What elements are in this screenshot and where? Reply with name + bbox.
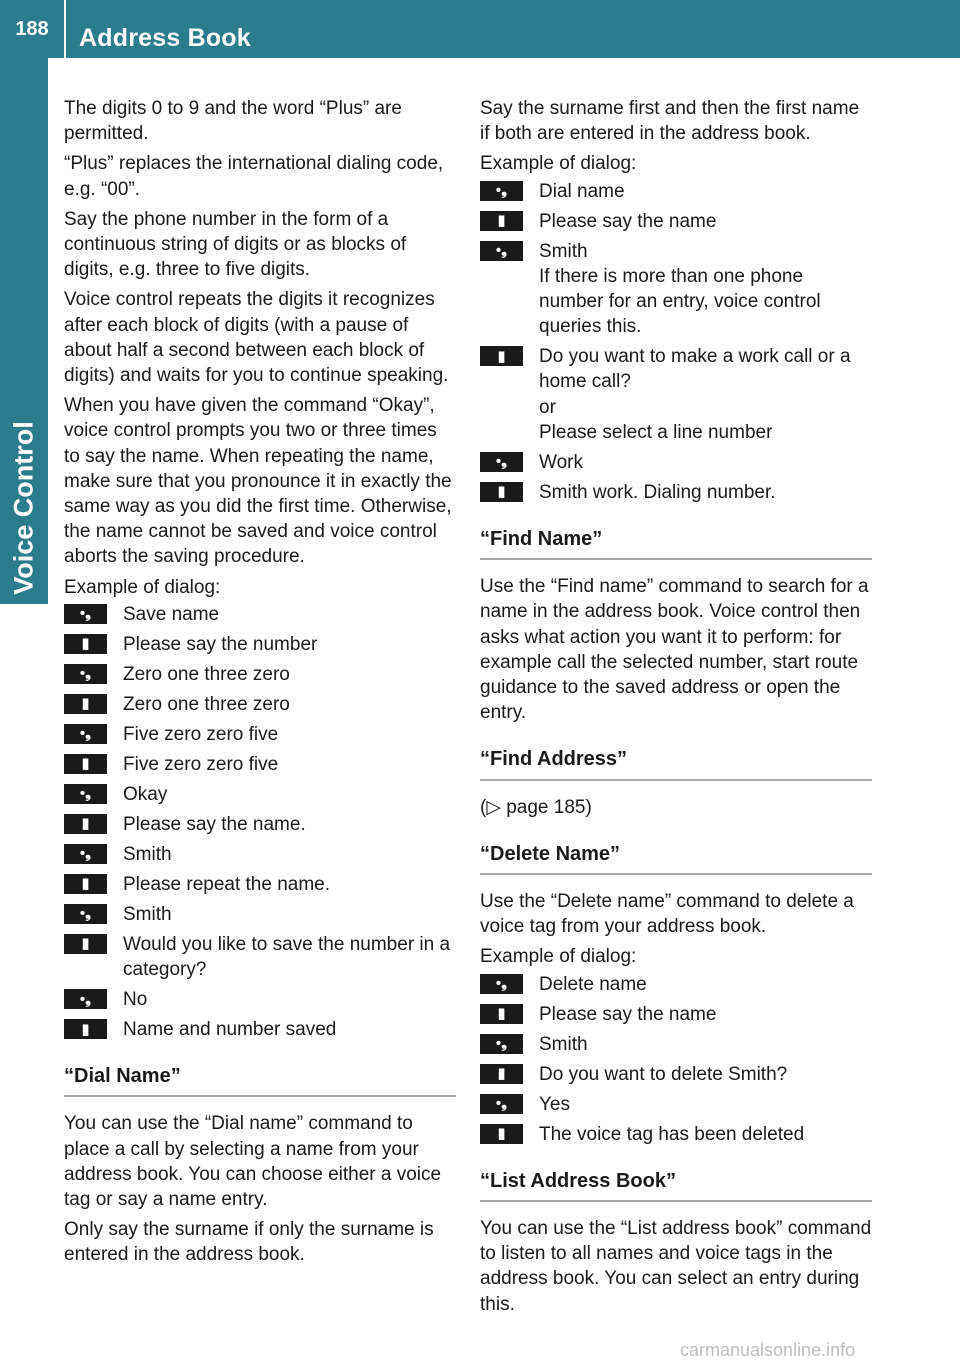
speaking-person-icon: •❟ — [480, 974, 523, 994]
section-title-find-name: “Find Name” — [480, 527, 872, 560]
dialog-line: Smith — [539, 1033, 588, 1055]
dialog-line: Smith work. Dialing number. — [539, 481, 776, 503]
speaking-person-icon: •❟ — [480, 1034, 523, 1054]
paragraph: Say the surname first and then the first name if both are entered in the address book. — [480, 98, 860, 145]
dialog-row — [64, 632, 456, 657]
dialog-line: Smith — [539, 240, 588, 262]
dialog-line: Please say the name — [539, 1003, 717, 1025]
dialog-list — [480, 972, 872, 1147]
dialog-row — [480, 450, 872, 475]
dialog-row — [480, 209, 872, 234]
page-header — [0, 0, 960, 58]
dialog-line: Would you like to save the number in a category? — [123, 933, 451, 981]
dialog-row — [64, 987, 456, 1012]
speaker-icon: ▮ — [64, 694, 107, 714]
dialog-text — [123, 812, 456, 837]
dialog-line: Save name — [123, 603, 220, 625]
speaker-icon: ▮ — [64, 874, 107, 894]
dialog-line: No — [123, 989, 148, 1011]
dialog-line: Work — [539, 451, 583, 473]
dialog-line: Delete name — [539, 973, 647, 995]
header-divider — [64, 0, 66, 58]
dialog-row — [64, 1017, 456, 1042]
speaking-person-icon: •❟ — [480, 452, 523, 472]
dialog-line: Please say the number — [123, 633, 318, 655]
dialog-row — [480, 239, 872, 340]
dialog-row — [480, 1062, 872, 1087]
dialog-line: Please say the name. — [123, 813, 306, 835]
dialog-line: Zero one three zero — [123, 693, 290, 715]
dialog-text — [539, 1122, 872, 1147]
speaking-person-icon: •❟ — [64, 904, 107, 924]
dialog-row — [480, 179, 872, 204]
dialog-row — [480, 1092, 872, 1117]
dialog-row — [64, 902, 456, 927]
dialog-text — [539, 209, 872, 234]
dialog-row — [480, 972, 872, 997]
dialog-line: If there is more than one phone number for an entry, voice control queries this. — [539, 265, 821, 338]
dialog-text — [123, 632, 456, 657]
dialog-line: Do you want to delete Smith? — [539, 1063, 788, 1085]
paragraph: Use the “Delete name” command to delete a voice tag from your address book. — [480, 891, 854, 938]
dialog-line: The voice tag has been deleted — [539, 1123, 805, 1145]
paragraph: Say the phone number in the form of a continuous string of digits or as blocks of digits, e.g. three to five digits. — [64, 208, 407, 281]
speaker-icon: ▮ — [64, 1019, 107, 1039]
paragraph: Use the “Find name” command to search for a name in the address book. Voice control then asks what action you want it to perform: for example call the selected number, start route guidance to the saved address or open the entry. — [480, 576, 869, 724]
speaker-icon: ▮ — [64, 814, 107, 834]
dialog-line: Please select a line number — [539, 421, 773, 443]
speaking-person-icon: •❟ — [64, 724, 107, 744]
dialog-line: Five zero zero five — [123, 723, 279, 745]
speaking-person-icon: •❟ — [64, 989, 107, 1009]
dialog-text — [123, 662, 456, 687]
speaker-icon: ▮ — [480, 1004, 523, 1024]
paragraph: When you have given the command “Okay”, voice control prompts you two or three times to say the name. When repeating the name, make sure that you pronounce it in exactly the same way as you did the first time. Otherwise, the name cannot be saved and voice control aborts the saving procedure. — [64, 395, 452, 568]
dialog-line: Smith — [123, 843, 172, 865]
dialog-row — [480, 344, 872, 445]
dialog-text — [123, 782, 456, 807]
dialog-row — [64, 752, 456, 777]
side-tab-label: Voice Control — [8, 421, 39, 595]
dialog-text — [539, 239, 872, 340]
section-title-dial-name: “Dial Name” — [64, 1064, 456, 1097]
dialog-text — [123, 987, 456, 1012]
speaking-person-icon: •❟ — [64, 784, 107, 804]
dialog-line: Please say the name — [539, 210, 717, 232]
speaker-icon: ▮ — [480, 1064, 523, 1084]
section-title-delete-name: “Delete Name” — [480, 842, 872, 875]
dialog-line: Do you want to make a work call or a home call? — [539, 346, 851, 393]
dialog-text — [123, 932, 456, 982]
speaker-icon: ▮ — [480, 482, 523, 502]
dialog-row — [64, 662, 456, 687]
dialog-intro: Example of dialog: — [480, 946, 637, 968]
page-reference: (▷ page 185) — [480, 796, 592, 818]
dialog-row — [480, 480, 872, 505]
speaker-icon: ▮ — [480, 346, 523, 366]
dialog-text — [123, 752, 456, 777]
paragraph: The digits 0 to 9 and the word “Plus” are permitted. — [64, 98, 402, 145]
dialog-list — [480, 179, 872, 505]
dialog-row — [64, 812, 456, 837]
left-column — [64, 96, 456, 1273]
dialog-text — [123, 1017, 456, 1042]
dialog-line: Smith — [123, 903, 172, 925]
dialog-intro: Example of dialog: — [480, 153, 637, 175]
speaking-person-icon: •❟ — [64, 604, 107, 624]
dialog-line: Five zero zero five — [123, 753, 279, 775]
speaker-icon: ▮ — [64, 634, 107, 654]
dialog-text — [539, 972, 872, 997]
dialog-text — [539, 1062, 872, 1087]
speaker-icon: ▮ — [480, 211, 523, 231]
dialog-line: Yes — [539, 1093, 570, 1115]
page-number: 188 — [15, 17, 49, 40]
dialog-text — [123, 872, 456, 897]
speaking-person-icon: •❟ — [64, 844, 107, 864]
dialog-row — [480, 1002, 872, 1027]
dialog-text — [123, 602, 456, 627]
dialog-text — [539, 1002, 872, 1027]
side-tab — [0, 58, 48, 604]
dialog-line: or — [539, 396, 556, 418]
dialog-row — [64, 692, 456, 717]
dialog-text — [123, 842, 456, 867]
dialog-text — [539, 179, 872, 204]
dialog-row — [64, 782, 456, 807]
dialog-text — [123, 692, 456, 717]
page-title: Address Book — [79, 24, 251, 52]
dialog-row — [64, 932, 456, 982]
dialog-line: Okay — [123, 783, 168, 805]
dialog-line: Zero one three zero — [123, 663, 290, 685]
dialog-row — [64, 722, 456, 747]
dialog-row — [64, 602, 456, 627]
paragraph: Voice control repeats the digits it recognizes after each block of digits (with a pause of about half a second between each block of digits) and waits for you to continue speaking. — [64, 289, 449, 387]
paragraph: Only say the surname if only the surname is entered in the address book. — [64, 1219, 434, 1266]
paragraph: You can use the “Dial name” command to place a call by selecting a name from your address book. You can choose either a voice tag or say a name entry. — [64, 1113, 442, 1211]
dialog-line: Please repeat the name. — [123, 873, 331, 895]
dialog-text — [123, 902, 456, 927]
speaking-person-icon: •❟ — [64, 664, 107, 684]
dialog-line: Name and number saved — [123, 1019, 337, 1041]
speaking-person-icon: •❟ — [480, 181, 523, 201]
right-column — [480, 96, 872, 1322]
speaker-icon: ▮ — [64, 934, 107, 954]
dialog-line: Dial name — [539, 180, 625, 202]
dialog-list — [64, 602, 456, 1042]
dialog-text — [539, 1092, 872, 1117]
section-title-find-address: “Find Address” — [480, 747, 872, 780]
dialog-text — [539, 480, 872, 505]
speaking-person-icon: •❟ — [480, 1094, 523, 1114]
section-title-list-address-book: “List Address Book” — [480, 1169, 872, 1202]
dialog-row — [480, 1032, 872, 1057]
dialog-text — [539, 344, 872, 445]
footer-watermark: carmanualsonline.info — [680, 1340, 856, 1360]
dialog-row — [64, 872, 456, 897]
dialog-row — [64, 842, 456, 867]
dialog-intro: Example of dialog: — [64, 576, 221, 598]
dialog-row — [480, 1122, 872, 1147]
dialog-text — [539, 450, 872, 475]
speaking-person-icon: •❟ — [480, 241, 523, 261]
paragraph: “Plus” replaces the international dialing code, e.g. “00”. — [64, 153, 444, 200]
speaker-icon: ▮ — [64, 754, 107, 774]
speaker-icon: ▮ — [480, 1124, 523, 1144]
paragraph: You can use the “List address book” command to listen to all names and voice tags in the address book. You can select an entry during this. — [480, 1218, 872, 1315]
dialog-text — [539, 1032, 872, 1057]
dialog-text — [123, 722, 456, 747]
